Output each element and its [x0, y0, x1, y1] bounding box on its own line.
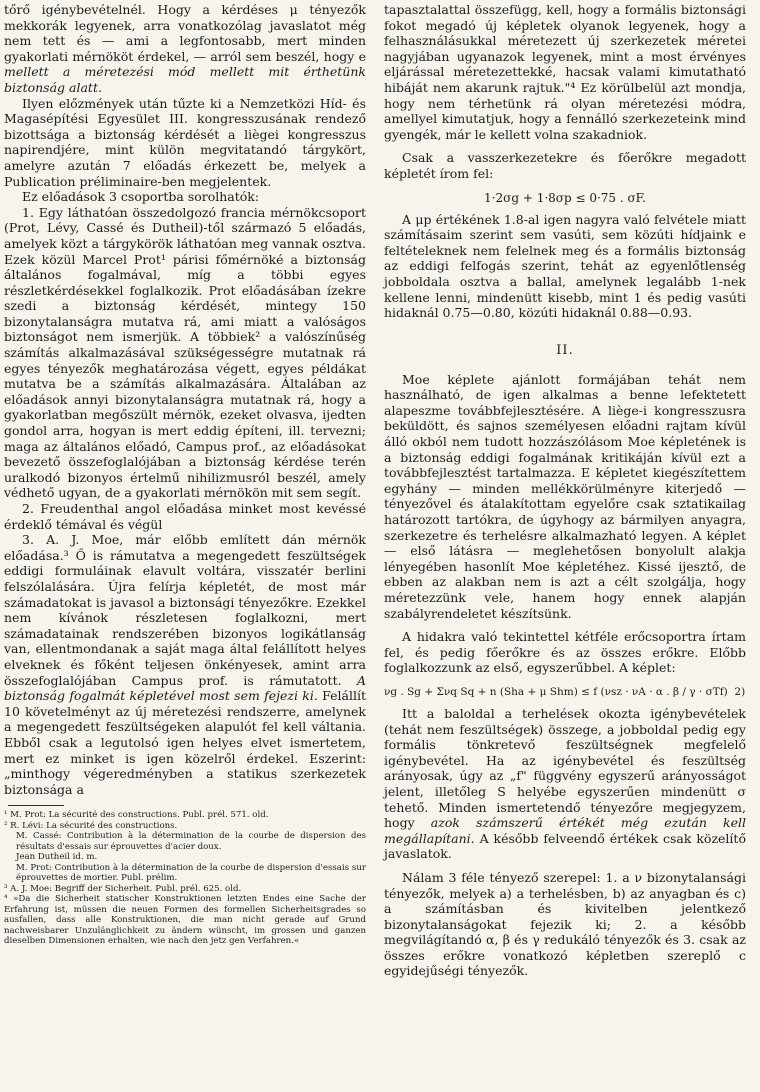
paragraph: A hidakra való tekintettel kétféle erőcsoportra írtam fel, és pedig főerőkre és az összes erőkre. Előbb foglalkozzunk az első, egyszerűbbel. A képlet:: [384, 629, 746, 676]
emphasis: A biztonság fogalmát képletével most sem fejezi ki.: [4, 672, 366, 704]
left-column: [4, 2, 366, 947]
paragraph: A μp értékének 1.8-al igen nagyra való felvétele miatt számításaim szerint sem vasúti, sem közúti hídjaink e feltételeknek nem felelnek meg és a formális biztonság az eddigi felfogás szerint, tehát az egyenlőtlenség jobboldala osztva a ballal, amelynek legalább 1-nek kellene lenni, mindenütt kisebb, mint 1 és pedig vasúti hidaknál 0.75—0.80, közúti hidaknál 0.88—0.93.: [384, 211, 746, 321]
footnote: Jean Dutheil id. m.: [16, 852, 98, 863]
formula-2: νg . Sg + Σνq Sq + n (Sha + μ Shm) ≤ f (νsz · νA · α . β / γ · σTf) 2): [384, 685, 746, 698]
paragraph: 1. Egy láthatóan összedolgozó francia mérnökcsoport (Prot, Lévy, Cassé és Dutheil)-től származó 5 előadás, amelyek közt a tárgykörök láthatóan meg vannak osztva. Ezek közül Marcel Prot¹ párisi főmérnöké a biztonság általános fogalmával, míg a többi egyes részletkérdésekkel foglalkozik. Prot előadásában ízekre szedi a biztonság kérdését, mintegy 150 bizonytalanságra mutatva rá, ami miatt a valóságos biztonságot nem ismerjük. A többiek² a valószínűség számítás alkalmazásával szükségességre mutatnak rá egyes tényezők meghatározása végett, egyes példákat mutatva be a számítás alkalmazására. Általában az előadások annyi bizonytalanságra mutatnak rá, hogy a gyakorlatban megőszült mérnök, ezeket olvasva, ijedten gondol arra, hogyan is mert eddig építeni, ill. tervezni; maga az általános előadó, Campus prof., az előadásokat bevezető összefoglalójában a biztonság kérdése terén uralkodó bizonyos értelmű nihilizmusról beszél, amely védhető ugyan, de a gyakorlati mérnökön mit sem segít.: [4, 204, 366, 501]
paragraph: Ilyen előzmények után tűzte ki a Nemzetközi Híd- és Magasépítési Egyesület III. kongresszusának rendező bizottsága a biztonság kérdését a liègei kongresszus napirendjére, mint külön megvitatandó tárgykört, amelyre azután 7 előadás érkezett be, melyek a Publication préliminaire-ben megjelentek.: [4, 95, 366, 189]
paragraph: 2. Freudenthal angol előadása minket most kevéssé érdeklő témával és végül: [4, 501, 366, 532]
footnote: ¹ M. Prot: La sécurité des constructions. Publ. prél. 571. old.: [4, 810, 269, 821]
paragraph: Csak a vasszerkezetekre és főerőkre megadott képletét írom fel:: [384, 150, 746, 181]
equation-number: 2): [734, 685, 746, 698]
footnote-divider: [8, 805, 64, 806]
footnote: ⁴ »Da die Sicherheit statischer Konstruktionen letzten Endes eine Sache der Erfahrung ist, müssen die neuen Formen des formellen Sicherheitsgrades so ausfallen, dass alle Konstruktionen, die man nicht gerade auf Grund nachweisbarer Unzulänglichkeit zu ändern wünscht, im grossen und ganzen dieselben Dimensionen erhalten, wie nach den jetz gen Verfahren.«: [4, 894, 366, 947]
paragraph: Itt a baloldal a terhelések okozta igénybevételek (tehát nem feszültségek) összege, a jobboldal pedig egy formális tönkretevő feszültségnek megfelelő igénybevétel. Ha az igénybevétel és feszültség arányosak, úgy az „f" függvény egyszerű arányosságot jelent, illetőleg S helyébe egyszerűen mindenütt σ tehető. Minden ismertetendő tényezőre megjegyzem, hogy azok számszerű értékét még ezután kell megállapítani. A később felveendő értékek csak közelítő javaslatok.: [384, 705, 746, 862]
formula-1: 1·2σg + 1·8σp ≤ 0·75 . σF.: [484, 190, 646, 205]
emphasis: azok számszerű értékét még ezután kell megállapítani.: [384, 815, 746, 846]
right-column: [384, 2, 746, 979]
paragraph: Nálam 3 féle tényező szerepel: 1. a ν bizonytalansági tényezők, melyek a) a terhelésben, b) az anyagban és c) a számításban és kivitelben jelentkező bizonytalanságokat fejezik ki; 2. a később megvilágítandó α, β és γ redukáló tényezők és 3. csak az összes erőkre vonatkozó képletben szereplő c egyidejűségi tényezők.: [384, 869, 746, 979]
paragraph: tapasztalattal összefügg, kell, hogy a formális biztonsági fokot megadó új képletek olyanok legyenek, hogy a felhasználásukkal méretezett új szerkezetek méretei nagyjában ugyanazok legyenek, mint a most érvényes eljárással méretezettekké, hacsak valami kimutatható hibáját nem akarunk rajtuk."⁴ Ez körülbelül azt mondja, hogy nem térhetünk rá olyan méretezési módra, amellyel kimutatjuk, hogy a fennálló szerkezeteink mind gyengék, már le kellett volna szakadniok.: [384, 2, 746, 142]
footnote: ² R. Lévi: La sécurité des constructions.: [4, 820, 178, 831]
section-heading: II.: [556, 342, 574, 358]
footnote: M. Prot: Contribution à la détermination de la courbe de dispersion d'essais sur éprouvettes de mortier. Publ. prélim.: [16, 862, 366, 884]
paragraph: Ez előadások 3 csoportba sorolhatók:: [22, 189, 260, 205]
footnotes: [4, 810, 366, 947]
footnote: ³ A. J. Moe: Begriff der Sicherheit. Publ. prél. 625. old.: [4, 883, 242, 894]
paragraph: tőrő igénybevételnél. Hogy a kérdéses μ tényezők mekkorák legyenek, arra vonatkozólag javaslatot még nem tett és — ami a legfontosabb, mert minden gyakorlati mérnököt érdekel, — arról sem beszél, hogy e mellett a méretezési mód mellett mit érthetünk biztonság alatt.: [4, 2, 366, 95]
emphasis: mellett a méretezési mód mellett mit érthetünk biztonság alatt.: [4, 64, 366, 95]
paragraph: 3. A. J. Moe, már előbb említett dán mérnök előadása.³ Ő is rámutatva a megengedett feszültségek eddigi formuláinak elavult voltára, visszatér berlini felszólalására. Újra felírja képletét, de most már számadatokat is javasol a biztonsági tényezőkre. Ezekkel nem kívánok részletesen foglalkozni, mert számadatainak rendszerében bizonyos logikátlanság van, ellentmondanak a saját maga által felállított helyes elveknek és főként teljesen önkényesek, amint arra összefoglalójában Campus prof. is rámutatott. A biztonság fogalmát képletével most sem fejezi ki. Felállít 10 követelményt az új méretezési rendszerre, amelynek a megengedett feszültségeken alapulót fel kell váltania. Ebből csak a legutolsó igen helyes elvet ismertetem, mert ez minket is igen közelről érdekel. Eszerint: „minthogy végeredményben a statikus szerkezetek biztonsága a: [4, 532, 366, 797]
paragraph: Moe képlete ajánlott formájában tehát nem használható, de igen alkalmas a benne lefektetett alapeszme továbbfejlesztésére. A liège-i kongresszusra beküldött, és sajnos személyesen előadni rajtam kívül álló okból nem tudott hozzászólásom Moe képletének is a biztonság eddigi fogalmának kritikáján kívül ezt a továbbfejlesztést tartalmazza. E képletet kiegészítettem egyhány — minden mellékkörülményre kiterjedő — tényezővel és átalakítottam egyelőre csak sztatikailag határozott tartókra, de úgyhogy az bármilyen anyagra, szerkezetre és terhelésre alkalmazható legyen. A képlet — első látásra — meglehetősen bonyolult alakja lényegében hasonlít Moe képletéhez. Kissé ijesztő, de ebben az alakban nem is azt a célt szolgálja, hogy méretezzünk vele, hanem hogy ennek alapján szabályrendeletet készítsünk.: [384, 371, 746, 621]
footnote: M. Cassé: Contribution à la détermination de la courbe de dispersion des résultats d'essais sur éprouvettes d'acier doux.: [16, 831, 366, 852]
